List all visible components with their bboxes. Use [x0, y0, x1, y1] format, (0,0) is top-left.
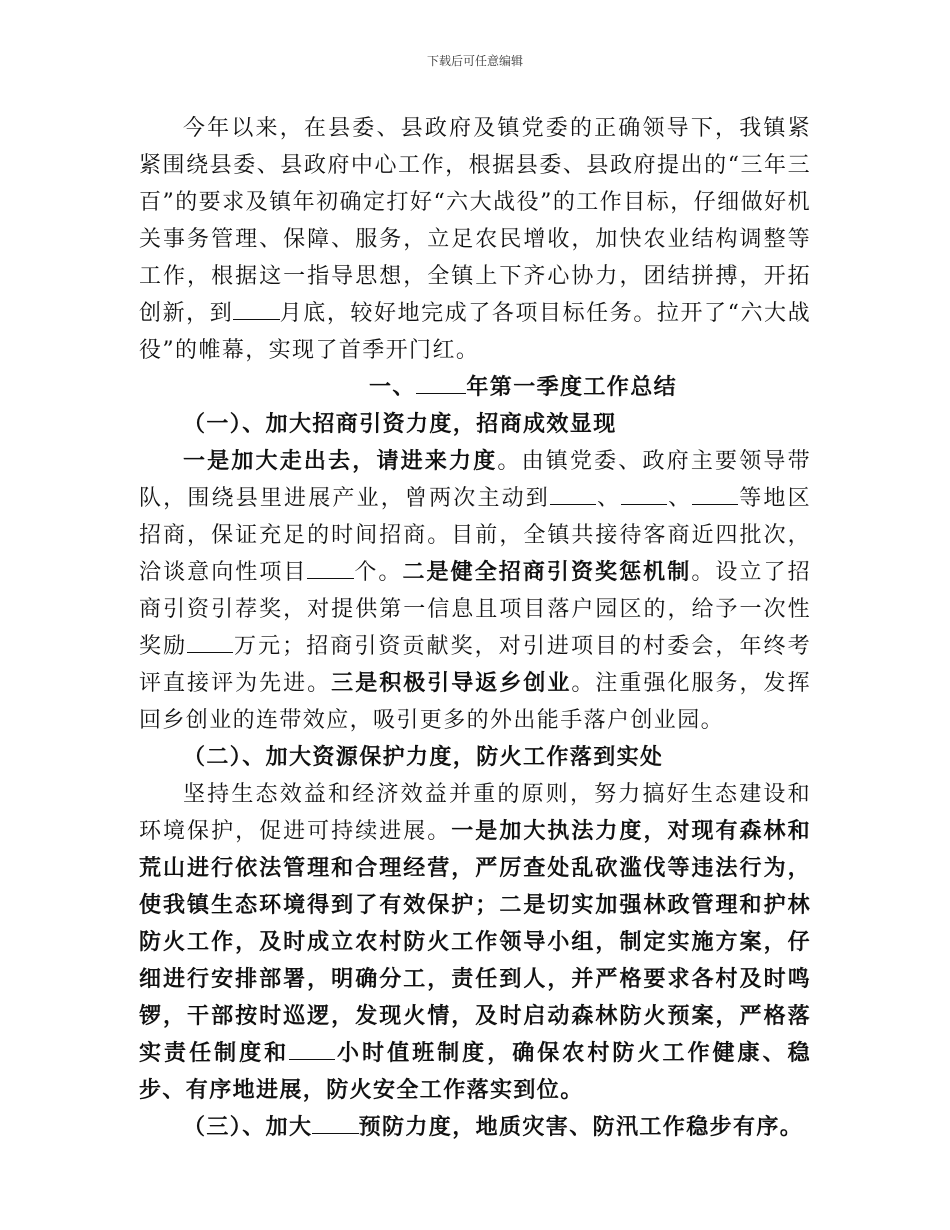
section1-text-2: 等地区招商，保证充足的时间招商。目前，全镇共接待客商近四批次，洽谈意向性项目	[139, 486, 811, 585]
blank-line	[233, 299, 279, 320]
separator: 、	[667, 486, 693, 511]
section1-paragraph	[139, 443, 811, 739]
section3-prefix: （三）、加大	[183, 1114, 313, 1140]
section1-text-6: 。注重强化服务，发挥回乡创业的连带效应，吸引更多的外出能手落户创业园。	[139, 671, 811, 733]
lead-phrase-2: 二是健全招商引资奖惩机制	[402, 559, 692, 585]
section1-text-4: 。设立了招商引资引荐奖，对提供第一信息且项目落户园区的，给予一次性奖励	[139, 560, 811, 659]
section1-text-5: 万元；招商引资贡献奖，对引进项目的村委会，年终考评直接评为先进。	[139, 634, 811, 696]
intro-text-a: 今年以来，在县委、县政府及镇党委的正确领导下，我镇紧紧围绕县委、县政府中心工作，根据县委、县政府提出的“三年三百”的要求及镇年初确定打好“六大战役”的工作目标，仔细做好机关事务管理、保障、服务，立足农民增收，加快农业结构调整等工作，根据这一指导思想，全镇上下齐心协力，团结拼搏，开拓创新，到	[139, 116, 811, 326]
blank-line	[312, 1113, 358, 1134]
heading-prefix: 一、	[368, 374, 416, 400]
subsection-title-1: （一）、加大招商引资力度，招商成效显现	[183, 411, 617, 437]
blank-line	[550, 484, 596, 505]
blank-line	[289, 1039, 335, 1060]
subsection-title-3	[139, 1109, 811, 1146]
section2-text-1: 坚持生态效益和经济效益并重的原则，努力搞好生态建设和环境保护，促进可持续进展。	[139, 782, 811, 844]
section-heading-main	[139, 369, 811, 406]
section2-bold-text-1: 一是加大执法力度，对现有森林和荒山进行依法管理和合理经营，严厉查处乱砍滥伐等违法行为，使我镇生态环境得到了有效保护；二是切实加强林政管理和护林防火工作，及时成立农村防火工作领导小组，制定实施方案，仔细进行安排部署，明确分工，责任到人，并严格要求各村及时鸣锣，干部按时巡逻，发现火情，及时启动森林防火预案，严格落实责任制度和	[139, 818, 811, 1066]
section2-bold-text-2: 小时值班制度，确保农村防火工作健康、稳步、有序地进展，防火安全工作落实到位。	[139, 1040, 811, 1103]
blank-line	[307, 558, 353, 579]
section3-text: 预防力度，地质灾害、防汛工作稳步有序。	[358, 1114, 804, 1140]
intro-text-b: 月底，较好地完成了各项目标任务。拉开了“六大战役”的帷幕，实现了首季开门红。	[139, 301, 811, 363]
blank-line	[187, 632, 233, 653]
blank-line	[416, 373, 467, 394]
subsection-title-2: （二）、加大资源保护力度，防火工作落到实处	[183, 744, 664, 770]
heading-text: 年第一季度工作总结	[466, 374, 677, 400]
blank-line	[621, 484, 667, 505]
intro-paragraph	[139, 110, 811, 369]
blank-line	[692, 484, 738, 505]
lead-phrase-1: 一是加大走出去，请进来力度	[183, 448, 498, 474]
section1-text-1: 。由镇党委、政府主要领导带队，围绕县里进展产业，曾两次主动到	[139, 449, 811, 511]
section1-text-3: 个。	[353, 560, 403, 585]
lead-phrase-3: 三是积极引导返乡创业	[331, 670, 572, 696]
document-body	[139, 110, 811, 1146]
page-header: 下载后可任意编辑	[426, 54, 523, 68]
separator: 、	[596, 486, 622, 511]
section2-paragraph	[139, 776, 811, 1109]
